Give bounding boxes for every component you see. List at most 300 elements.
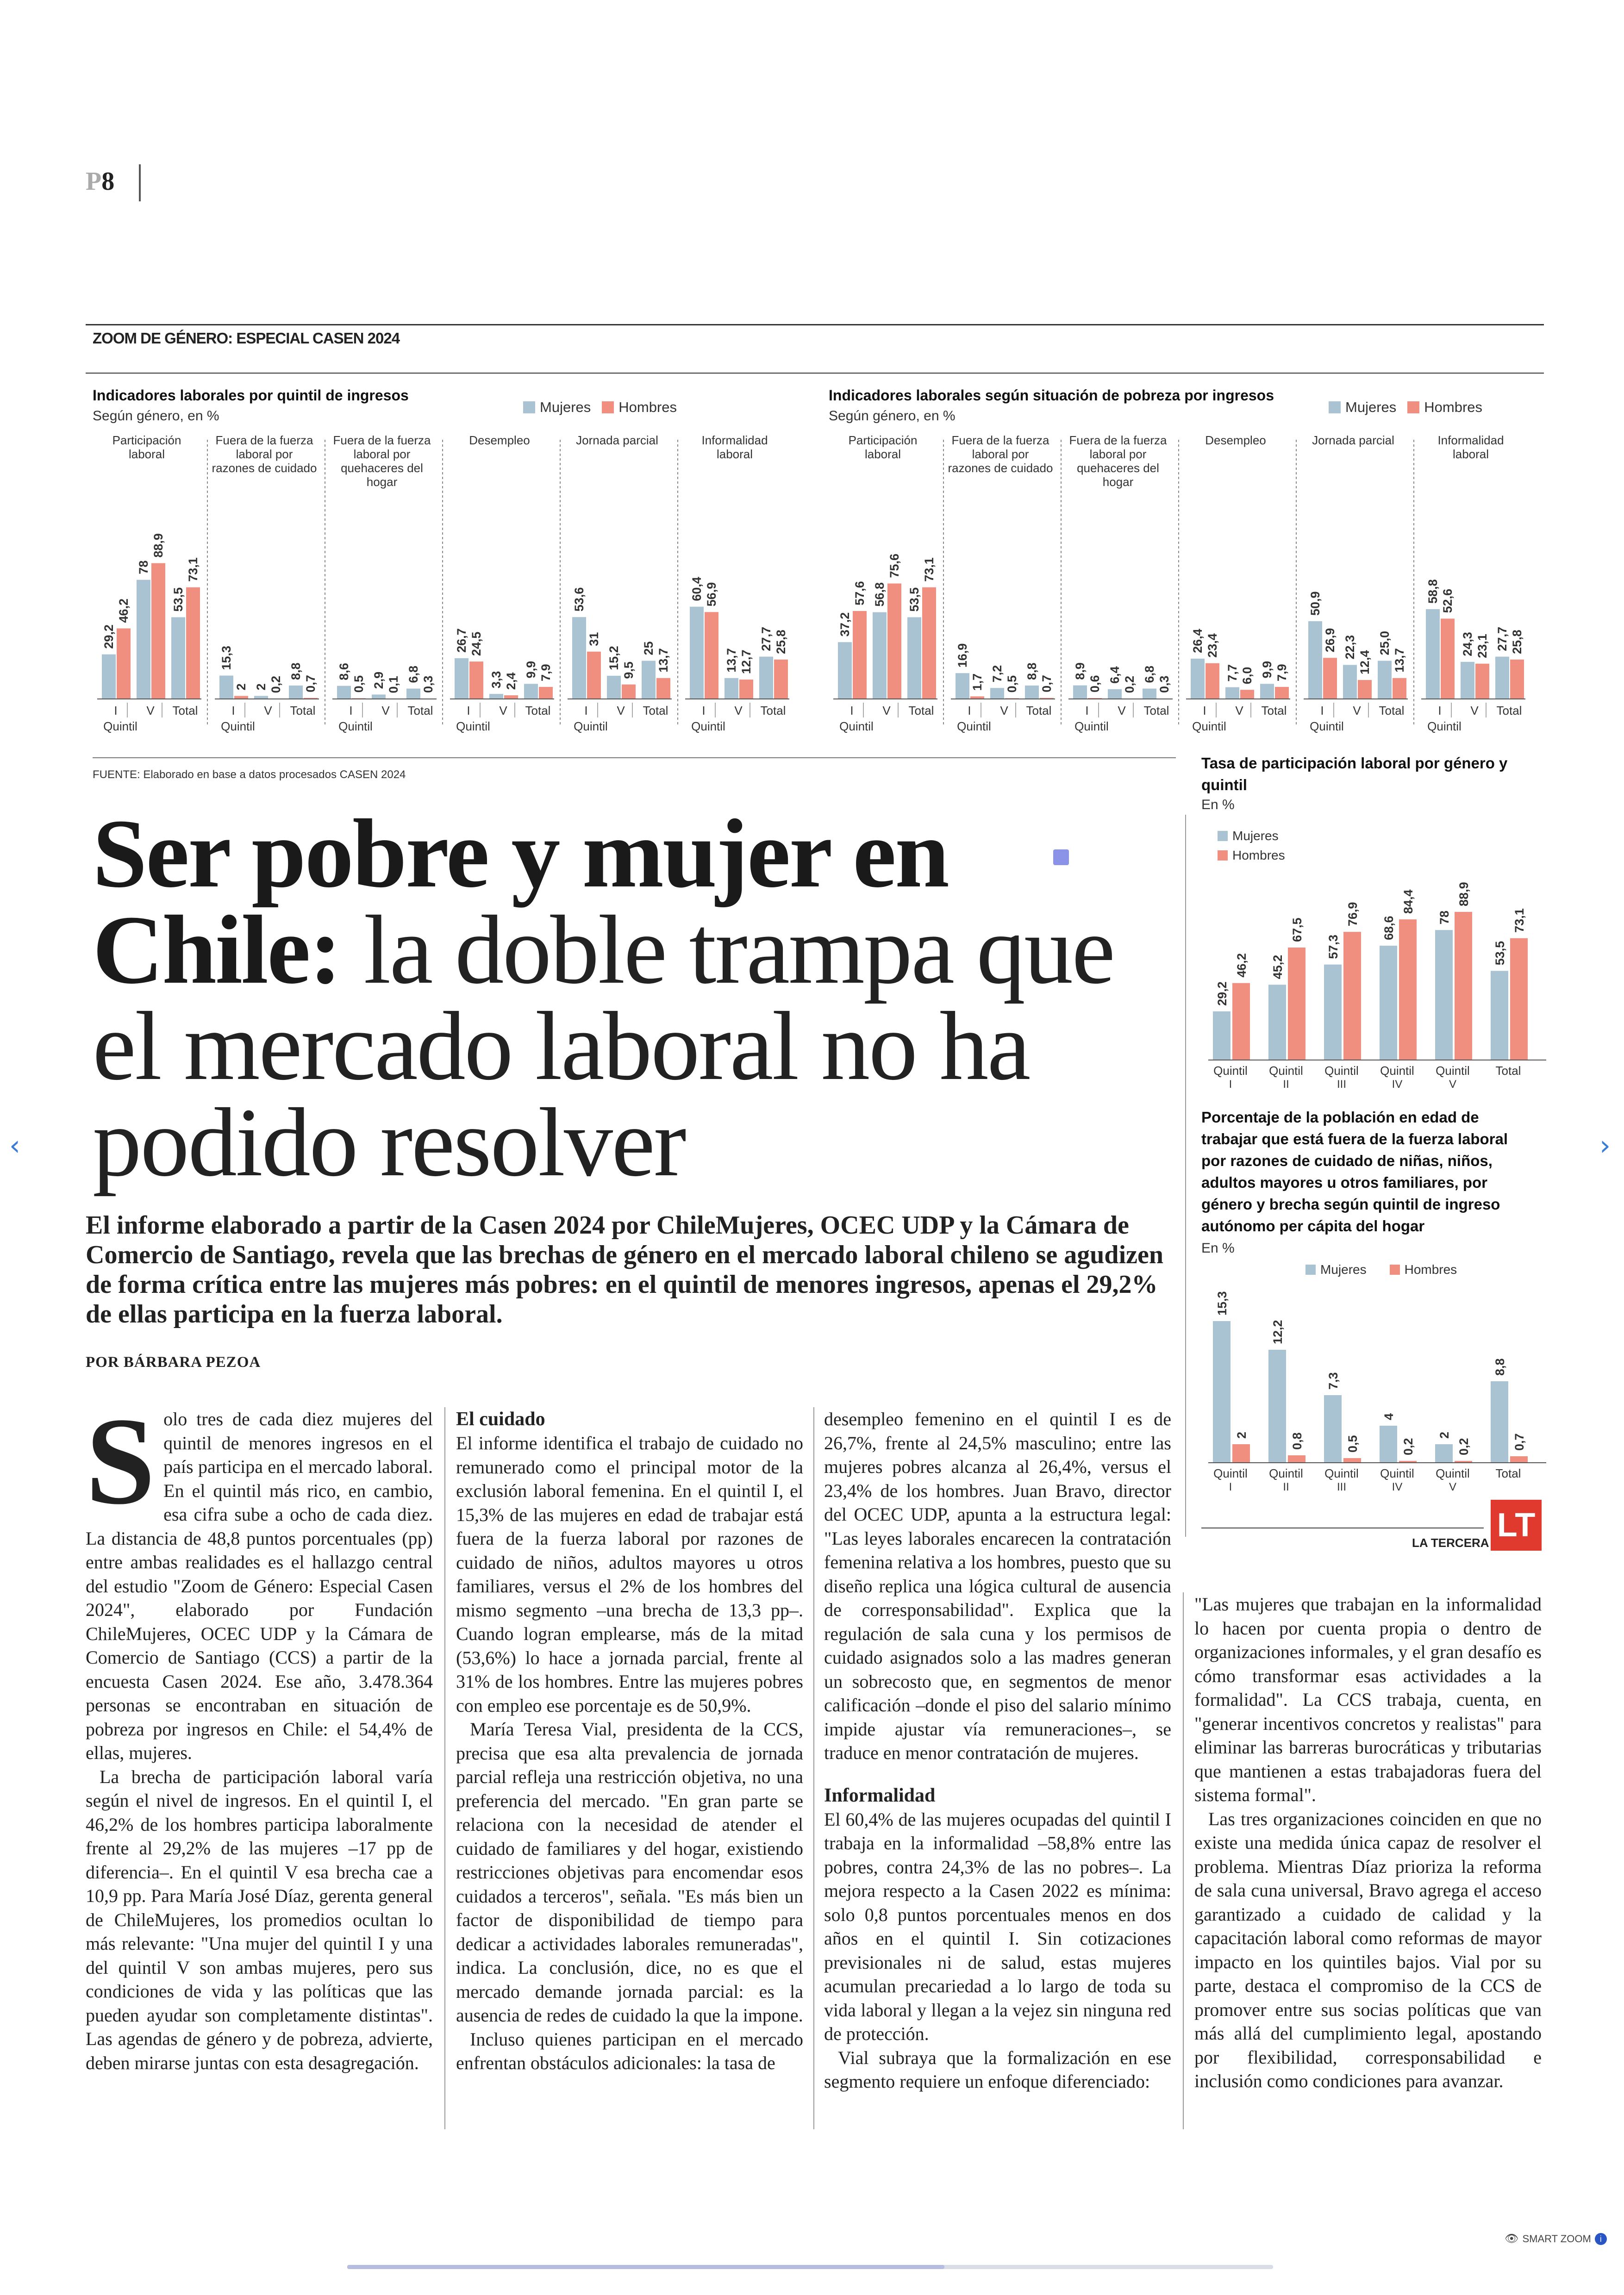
bar-men xyxy=(1343,932,1361,1060)
data-label-men: 0,6 xyxy=(1088,675,1102,693)
data-label-men: 31 xyxy=(587,632,601,646)
bar-women xyxy=(1324,1395,1342,1463)
data-label-women: 53,6 xyxy=(572,587,586,612)
bar-women xyxy=(1225,687,1239,699)
tick-label: V xyxy=(1000,704,1008,717)
data-label-men: 0,7 xyxy=(304,675,318,692)
data-label-women: 15,3 xyxy=(1215,1291,1229,1316)
tick-label: I xyxy=(584,704,588,717)
data-label-women: 7,3 xyxy=(1326,1372,1340,1390)
bar-men xyxy=(1343,1458,1361,1463)
paragraph: El 60,4% de las mujeres ocupadas del quintil I trabaja en la informalidad –58,8% entre las pobres, contra 24,3% de las no pobres–. La mejora respecto a la Casen 2022 es mínima: solo 0,8 puntos porcentuales menos en dos años en el quintil I. Sin cotizaciones previsionales ni de salud, estas mujeres acumulan precariedad a lo largo de toda su vida laboral y llegan a la vejez sin ninguna red de protección. xyxy=(824,1809,1171,2044)
group-label: quehaceres del xyxy=(1077,461,1159,475)
data-label-women: 25 xyxy=(642,641,656,655)
bar-men xyxy=(1393,678,1406,699)
tick-label: Total xyxy=(643,704,668,717)
tick-label: Quintil xyxy=(1380,1064,1414,1078)
axis-label: Quintil xyxy=(1192,719,1226,733)
group-label: Participación xyxy=(112,433,181,447)
data-label-women: 8,9 xyxy=(1073,662,1087,680)
bar-women xyxy=(990,688,1004,699)
lead-paragraph: El informe elaborado a partir de la Casen 2024 por ChileMujeres, OCEC UDP y la Cámara de Comercio de Santiago, revela que las brechas de género en el mercado laboral chileno se agudizen de forma crítica entre las mujeres más pobres: en el quintil de menores ingresos, apenas el 29,2% de ellas participa en la fuerza laboral. xyxy=(86,1211,1163,1328)
legend-swatch-women xyxy=(1329,401,1341,413)
bar-men xyxy=(1288,1455,1305,1463)
data-label-women: 60,4 xyxy=(690,577,704,601)
paragraph: María Teresa Vial, presidenta de la CCS, precisa que esa alta prevalencia de jornada parcial refleja una restricción objetiva, no una preferencia del mercado. "En gran parte se relaciona con la necesidad de atender el cuidado de familiares y del hogar, existiendo restricciones objetivas para encomendar esos cuidados a terceros", señala. "Es más bien un factor de disponibilidad de tiempo para dedicar a actividades laborales remuneradas", indica. La conclusión, dice, no es que el mercado demande jornada parcial: es la ausencia de redes de cuidado la que la impone. xyxy=(456,1719,803,2026)
data-label-men: 0,2 xyxy=(269,675,283,693)
tick-label: Total xyxy=(1379,704,1405,717)
data-label-men: 23,1 xyxy=(1475,634,1489,658)
data-label-men: 1,7 xyxy=(970,673,984,691)
legend-men-label: Hombres xyxy=(1424,399,1483,415)
bar-women xyxy=(171,617,185,699)
data-label-men: 0,5 xyxy=(1005,675,1019,693)
tick-label: IV xyxy=(1392,1078,1403,1091)
axis-label: Quintil xyxy=(957,719,991,733)
tick-label: I xyxy=(968,704,971,717)
tick-label: Quintil xyxy=(1324,1466,1359,1480)
data-label-men: 6,0 xyxy=(1240,667,1254,685)
chart1-svg xyxy=(93,430,806,745)
legend-swatch-men xyxy=(602,401,614,413)
data-label-women: 25,0 xyxy=(1378,630,1392,655)
bar-women xyxy=(1491,971,1508,1060)
bar-women xyxy=(1213,1321,1230,1463)
tick-label: Total xyxy=(1026,704,1052,717)
legend-swatch-men xyxy=(1390,1265,1400,1275)
chart2-subtitle: Según género, en % xyxy=(829,408,956,424)
source-note: FUENTE: Elaborado en base a datos procesados CASEN 2024 xyxy=(93,768,406,781)
paragraph: olo tres de cada diez mujeres del quintil de menores ingresos en el país participa en el mercado laboral. En el quintil más rico, en cambio, esa cifra sube a ocho de cada diez. La distancia de 48,8 puntos porcentuales (pp) entre ambas realidades es el hallazgo central del estudio "Zoom de Género: Especial Casen 2024", elaborado por Fundación ChileMujeres, OCEC UDP y la Cámara de Comercio de Santiago (CCS) a partir de la encuesta Casen 2024. Ese año, 3.478.364 personas se encontraban en situación de pobreza por ingresos en Chile: el 54,4% de ellas, mujeres. xyxy=(86,1409,433,1763)
bar-women xyxy=(759,657,773,699)
bar-women xyxy=(372,694,386,699)
bar-men xyxy=(656,678,670,699)
tick-label: IV xyxy=(1392,1481,1403,1493)
headline-light: la doble trampa que el mercado laboral no ha podido resolver xyxy=(93,895,1114,1197)
bar-women xyxy=(1435,1444,1453,1463)
bar-women xyxy=(642,661,656,699)
data-label-men: 0,3 xyxy=(1157,675,1171,693)
group-label: laboral xyxy=(864,447,901,461)
tick-label: I xyxy=(1203,704,1206,717)
chart2-svg xyxy=(829,430,1542,745)
data-label-men: 73,1 xyxy=(1512,908,1526,933)
tick-label: Total xyxy=(1261,704,1287,717)
group-label: Jornada parcial xyxy=(1312,433,1394,447)
bar-women xyxy=(489,694,503,699)
data-label-men: 67,5 xyxy=(1290,917,1304,942)
data-label-women: 26,7 xyxy=(455,628,468,653)
tick-label: Total xyxy=(1495,1466,1521,1480)
bar-men xyxy=(186,587,200,699)
next-page-button[interactable]: › xyxy=(1599,1129,1611,1162)
article-column-3 xyxy=(824,1407,1171,2094)
tick-label: Quintil xyxy=(1213,1064,1248,1078)
bar-men xyxy=(1441,618,1455,699)
data-label-men: 13,7 xyxy=(656,648,670,673)
tick-label: I xyxy=(1438,704,1442,717)
tick-label: Total xyxy=(1495,1064,1521,1078)
legend-swatch-women xyxy=(1305,1265,1316,1275)
paragraph: Las tres organizaciones coinciden en que no existe una medida única capaz de resolver el problema. Mientras Díaz prioriza la reforma de sala cuna universal, Bravo agrega el acceso garantizado a cuidado de calidad y la capacitación laboral como reformas de mayor impacto en los quintiles bajos. Vial por su parte, destaca el compromiso de la CCS de promover entre sus socias políticas que van más allá del cumplimiento legal, apostando por flexibilidad, corresponsabilidad e inclusión como condiciones para avanzar. xyxy=(1194,1808,1542,2091)
bar-men xyxy=(887,584,901,699)
data-label-women: 58,8 xyxy=(1426,579,1440,604)
page-number-divider xyxy=(139,164,141,201)
group-label: Desempleo xyxy=(1205,433,1266,447)
data-label-men: 0,3 xyxy=(421,675,435,693)
legend-swatch-men xyxy=(1407,401,1419,413)
byline: POR BÁRBARA PEZOA xyxy=(86,1354,261,1371)
axis-label: Quintil xyxy=(839,719,874,733)
chart1-title: Indicadores laborales por quintil de ingresos xyxy=(93,387,409,404)
tick-label: Quintil xyxy=(1380,1466,1414,1480)
bar-men xyxy=(504,695,518,699)
legend-women-label: Mujeres xyxy=(1320,1262,1367,1277)
bar-men xyxy=(853,611,867,699)
tick-label: Total xyxy=(290,704,316,717)
data-label-men: 46,2 xyxy=(1235,953,1249,978)
data-label-women: 37,2 xyxy=(838,612,852,637)
bar-women xyxy=(1073,686,1087,699)
article-column-4 xyxy=(1194,1592,1542,2093)
tick-label: Total xyxy=(525,704,551,717)
tick-label: III xyxy=(1337,1481,1347,1493)
data-label-men: 2,4 xyxy=(504,672,518,690)
data-label-women: 68,6 xyxy=(1382,916,1396,941)
data-label-women: 56,8 xyxy=(873,582,887,607)
bar-men xyxy=(587,652,601,699)
tick-label: Total xyxy=(1143,704,1169,717)
tick-label: Total xyxy=(908,704,934,717)
data-label-women: 22,3 xyxy=(1343,635,1357,660)
data-label-men: 56,9 xyxy=(705,582,718,607)
data-label-men: 88,9 xyxy=(1457,882,1471,906)
chart4-title: Porcentaje de la población en edad de trabajar que está fuera de la fuerza laboral por razones de cuidado de niñas, niños, adultos mayores u otros familiares, por género y brecha según quintil de ingreso autónomo per cápita del hogar xyxy=(1201,1109,1508,1235)
data-label-men: 52,6 xyxy=(1441,588,1455,613)
data-label-women: 8,6 xyxy=(337,663,351,680)
brand-logo: LT xyxy=(1491,1500,1542,1551)
data-label-men: 12,7 xyxy=(739,649,753,674)
data-label-women: 2 xyxy=(254,683,268,691)
axis-label: Quintil xyxy=(1427,719,1462,733)
scrollbar-thumb[interactable] xyxy=(347,2265,944,2269)
chart4-legend xyxy=(1305,1262,1457,1277)
source-rule xyxy=(93,757,1176,758)
data-label-women: 7,7 xyxy=(1225,664,1239,682)
data-label-men: 23,4 xyxy=(1206,633,1219,658)
group-label: laboral xyxy=(1452,447,1489,461)
bar-women xyxy=(102,655,116,699)
chart2-legend xyxy=(1329,399,1482,416)
data-label-women: 45,2 xyxy=(1271,954,1285,979)
tick-label: V xyxy=(1235,704,1243,717)
prev-page-button[interactable]: ‹ xyxy=(9,1129,20,1162)
axis-label: Quintil xyxy=(456,719,490,733)
legend-men-label: Hombres xyxy=(1232,848,1285,862)
data-label-women: 53,5 xyxy=(171,587,185,612)
tick-label: V xyxy=(882,704,891,717)
tick-label: V xyxy=(499,704,507,717)
data-label-women: 8,8 xyxy=(289,662,303,680)
data-label-men: 0,2 xyxy=(1457,1438,1471,1455)
page-number: P8 xyxy=(86,167,115,196)
bar-men xyxy=(1275,687,1289,699)
paragraph: La brecha de participación laboral varía según el nivel de ingresos. En el quintil I, el 46,2% de los hombres participa laboralmente frente al 29,2% de las mujeres –17 pp de diferencia–. En el quintil V esa brecha cae a 10,9 pp. Para María José Díaz, gerenta general de ChileMujeres, los promedios ocultan lo más relevante: "Una mujer del quintil I y una del quintil V son ambas mujeres, pero sus condiciones de vida y las políticas que las pueden ayudar son completamente distintas". Las agendas de género y de pobreza, advierte, deben mirarse juntas con esta desagregación. xyxy=(86,1766,433,2073)
group-label: laboral por xyxy=(353,447,411,461)
smart-zoom-label: SMART ZOOM xyxy=(1522,2233,1591,2245)
tick-label: I xyxy=(231,704,235,717)
group-label: Fuera de la fuerza xyxy=(1069,433,1167,447)
tick-label: I xyxy=(1229,1078,1232,1091)
axis-label: Quintil xyxy=(691,719,725,733)
data-label-women: 78 xyxy=(1437,911,1451,925)
data-label-women: 26,4 xyxy=(1191,629,1205,653)
group-label: hogar xyxy=(1102,475,1134,489)
data-label-women: 24,3 xyxy=(1461,632,1474,656)
data-label-men: 0,8 xyxy=(1290,1432,1304,1450)
chart4-subtitle: En % xyxy=(1201,1241,1235,1256)
bar-women xyxy=(1426,609,1440,699)
brand-name: LA TERCERA xyxy=(1412,1536,1489,1550)
bar-women xyxy=(1260,684,1274,699)
paragraph: desempleo femenino en el quintil I es de 26,7%, frente al 24,5% masculino; entre las mujeres pobres alcanza al 26,4%, versus el 23,4% de los hombres. Juan Bravo, director del OCEC UDP, apunta a la estructura legal: "Las leyes laborales encarecen la contratación femenina relativa a los hombres, puesto que su diseño replica una lógica cultural de ausencia de corresponsabilidad". Explica que la regulación de sala cuna y los permisos de cuidado asignados solo a las madres generan un sobrecosto que, en segmentos de menor calificación –donde el piso del salario mínimo impide ajustar vía remuneraciones–, se traduce en menor contratación de mujeres. xyxy=(824,1409,1171,1763)
data-label-women: 53,5 xyxy=(907,587,921,612)
group-label: Informalidad xyxy=(701,433,768,447)
article-column-1 xyxy=(86,1392,433,2075)
bar-women xyxy=(1213,1011,1230,1060)
tick-label: I xyxy=(850,704,854,717)
group-label: razones de cuidado xyxy=(212,461,317,475)
bar-women xyxy=(219,676,233,699)
bar-women xyxy=(725,678,738,699)
bar-men xyxy=(151,563,165,699)
legend-swatch-women xyxy=(523,401,535,413)
group-label: razones de cuidado xyxy=(948,461,1053,475)
group-label: laboral por xyxy=(1089,447,1147,461)
bar-women xyxy=(1380,1426,1397,1463)
tick-label: Total xyxy=(172,704,198,717)
tick-label: Quintil xyxy=(1269,1466,1303,1480)
axis-label: Quintil xyxy=(1074,719,1109,733)
bar-men xyxy=(705,612,718,699)
bar-women xyxy=(455,658,468,699)
axis-label: Quintil xyxy=(1310,719,1344,733)
bar-men xyxy=(1399,919,1417,1060)
data-label-men: 9,5 xyxy=(622,661,636,679)
bar-men xyxy=(1206,663,1219,699)
top-rule xyxy=(86,324,1544,325)
bar-women xyxy=(1380,946,1397,1060)
tick-label: Quintil xyxy=(1324,1064,1359,1078)
data-label-women: 16,9 xyxy=(956,643,969,668)
data-label-men: 73,1 xyxy=(186,557,200,582)
group-label: quehaceres del xyxy=(341,461,423,475)
data-label-women: 2 xyxy=(1437,1431,1451,1439)
data-label-men: 84,4 xyxy=(1401,889,1415,914)
bar-women xyxy=(1308,621,1322,699)
group-label: laboral xyxy=(716,447,753,461)
bar-men xyxy=(622,685,636,699)
data-label-men: 7,9 xyxy=(1275,664,1289,681)
data-label-women: 57,3 xyxy=(1326,935,1340,959)
bar-men xyxy=(1510,938,1528,1060)
tick-label: Total xyxy=(407,704,433,717)
tick-label: Total xyxy=(760,704,786,717)
chart1-subtitle: Según género, en % xyxy=(93,408,219,424)
data-label-women: 29,2 xyxy=(102,624,116,649)
data-label-women: 78 xyxy=(137,560,150,574)
data-label-men: 73,1 xyxy=(922,557,936,582)
data-label-men: 0,5 xyxy=(1346,1435,1360,1453)
axis-label: Quintil xyxy=(338,719,373,733)
tick-label: V xyxy=(1353,704,1361,717)
bar-women xyxy=(838,642,852,699)
data-label-women: 53,5 xyxy=(1493,941,1507,966)
drop-cap: S xyxy=(86,1392,156,1530)
paragraph: "Las mujeres que trabajan en la informalidad lo hacen por cuenta propia o dentro de organizaciones informales, y el gran desafío es cómo transformar esas actividades a la formalidad". La CCS trabaja, cuenta, en "generar incentivos concretos y realistas" para eliminar las barreras burocráticas y tributarias que mantienen a estas trabajadoras fuera del sistema formal". xyxy=(1194,1594,1542,1805)
legend-men-label: Hombres xyxy=(618,399,677,415)
axis-label: Quintil xyxy=(574,719,608,733)
data-label-women: 6,8 xyxy=(1143,666,1156,683)
bar-women xyxy=(956,673,969,699)
bar-women xyxy=(1191,659,1205,699)
bar-men xyxy=(922,587,936,699)
group-label: hogar xyxy=(366,475,398,489)
axis-label: Quintil xyxy=(103,719,137,733)
data-label-men: 76,9 xyxy=(1346,902,1360,927)
bar-women xyxy=(1324,965,1342,1060)
paragraph: Incluso quienes participan en el mercado enfrentan obstáculos adicionales: la tasa de xyxy=(456,2028,803,2073)
bar-women xyxy=(137,580,150,699)
data-label-men: 7,9 xyxy=(539,664,553,681)
legend-swatch-women xyxy=(1218,831,1228,841)
data-label-women: 6,8 xyxy=(406,666,420,683)
chart3-subtitle: En % xyxy=(1201,797,1235,812)
tick-label: V xyxy=(1118,704,1126,717)
bar-women xyxy=(1268,985,1286,1060)
bar-men xyxy=(1323,658,1337,699)
bar-women xyxy=(1268,1350,1286,1463)
paragraph: El informe identifica el trabajo de cuidado no remunerado como el principal motor de la exclusión laboral femenina. En el quintil I, el 15,3% de las mujeres en edad de trabajar está fuera de la fuerza laboral por razones de cuidado de niños, adultos mayores u otros familiares, versus el 2% de los hombres del mismo segmento –una brecha de 13,3 pp–. Cuando logran emplearse, más de la mitad (53,6%) lo hace a jornada parcial, frente al 31% de los hombres. Entre las mujeres pobres con empleo ese porcentaje es de 50,9%. xyxy=(456,1433,803,1716)
tick-label: I xyxy=(702,704,706,717)
group-label: Fuera de la fuerza xyxy=(215,433,313,447)
data-label-men: 0,2 xyxy=(1401,1438,1415,1455)
headline-bold: Ser pobre y mujer en Chile: xyxy=(93,799,948,1004)
data-label-women: 13,7 xyxy=(725,648,738,673)
bar-women xyxy=(1108,689,1122,699)
group-label: Informalidad xyxy=(1437,433,1504,447)
column-divider xyxy=(444,1407,445,2129)
headline xyxy=(93,799,1157,1197)
bar-men xyxy=(1510,660,1524,699)
bar-women xyxy=(607,676,621,699)
tick-label: Total xyxy=(1496,704,1522,717)
tick-label: Quintil xyxy=(1213,1466,1248,1480)
data-label-men: 24,5 xyxy=(469,631,483,656)
eye-icon: 👁 xyxy=(1505,2233,1519,2245)
axis-label: Quintil xyxy=(221,719,255,733)
group-label: Desempleo xyxy=(469,433,530,447)
bar-women xyxy=(1378,661,1392,699)
data-label-women: 12,2 xyxy=(1271,1320,1285,1344)
group-label: laboral por xyxy=(236,447,293,461)
data-label-women: 6,4 xyxy=(1108,666,1122,684)
data-label-women: 4 xyxy=(1382,1413,1396,1420)
bar-men xyxy=(469,661,483,699)
tick-label: III xyxy=(1337,1078,1347,1091)
tick-label: II xyxy=(1283,1078,1289,1091)
article-column-2 xyxy=(456,1407,803,2075)
data-label-women: 27,7 xyxy=(1495,627,1509,651)
bar-women xyxy=(406,689,420,699)
data-label-men: 12,4 xyxy=(1358,650,1372,675)
data-label-women: 7,2 xyxy=(990,665,1004,683)
smart-zoom-control[interactable] xyxy=(1505,2232,1607,2245)
group-label: laboral xyxy=(128,447,165,461)
bar-men xyxy=(1475,664,1489,699)
data-label-men: 0,1 xyxy=(387,676,400,693)
bar-women xyxy=(873,612,887,699)
data-label-men: 25,8 xyxy=(774,630,788,654)
data-label-men: 0,7 xyxy=(1512,1433,1526,1451)
data-label-women: 8,8 xyxy=(1493,1358,1507,1376)
data-label-women: 50,9 xyxy=(1308,591,1322,616)
group-label: laboral por xyxy=(972,447,1029,461)
data-label-women: 8,8 xyxy=(1025,662,1039,680)
tag-rule xyxy=(86,373,1544,374)
data-label-women: 15,2 xyxy=(607,646,621,670)
group-label: Fuera de la fuerza xyxy=(333,433,431,447)
tick-label: V xyxy=(1449,1078,1457,1091)
chart1-legend xyxy=(523,399,677,416)
legend-men-label: Hombres xyxy=(1404,1262,1457,1277)
data-label-women: 2,9 xyxy=(372,671,386,689)
bar-women xyxy=(524,684,538,699)
data-label-women: 27,7 xyxy=(759,627,773,651)
tick-label: I xyxy=(1229,1481,1232,1493)
data-label-women: 9,9 xyxy=(1260,661,1274,679)
bar-women xyxy=(337,686,351,699)
info-icon[interactable]: i xyxy=(1595,2233,1607,2245)
chart4-svg xyxy=(1204,1278,1546,1500)
bar-women xyxy=(1025,686,1039,699)
bar-men xyxy=(1240,690,1254,699)
data-label-men: 26,9 xyxy=(1323,628,1337,653)
chart3-title: Tasa de participación laboral por género y quintil xyxy=(1201,755,1508,793)
chart2-title: Indicadores laborales según situación de pobreza por ingresos xyxy=(829,387,1274,404)
bar-women xyxy=(1343,665,1357,699)
group-label: Participación xyxy=(848,433,918,447)
tick-label: I xyxy=(114,704,118,717)
data-label-women: 3,3 xyxy=(489,671,503,689)
bar-women xyxy=(1495,657,1509,699)
data-label-men: 13,7 xyxy=(1393,648,1406,673)
tick-label: I xyxy=(349,704,353,717)
paragraph: Vial subraya que la formalización en ese segmento requiere un enfoque diferenciado: xyxy=(824,2047,1171,2092)
bar-women xyxy=(289,686,303,699)
sidebar-divider xyxy=(1185,815,1186,1537)
bar-women xyxy=(1143,689,1156,699)
data-label-women: 29,2 xyxy=(1215,981,1229,1006)
subheading-cuidado: El cuidado xyxy=(456,1409,545,1430)
data-label-men: 0,5 xyxy=(352,675,366,693)
subheading-informalidad: Informalidad xyxy=(824,1784,936,1806)
bar-men xyxy=(539,687,553,699)
bar-women xyxy=(1461,662,1474,699)
bar-men xyxy=(774,660,788,699)
tick-label: V xyxy=(146,704,155,717)
tick-label: II xyxy=(1283,1481,1289,1493)
